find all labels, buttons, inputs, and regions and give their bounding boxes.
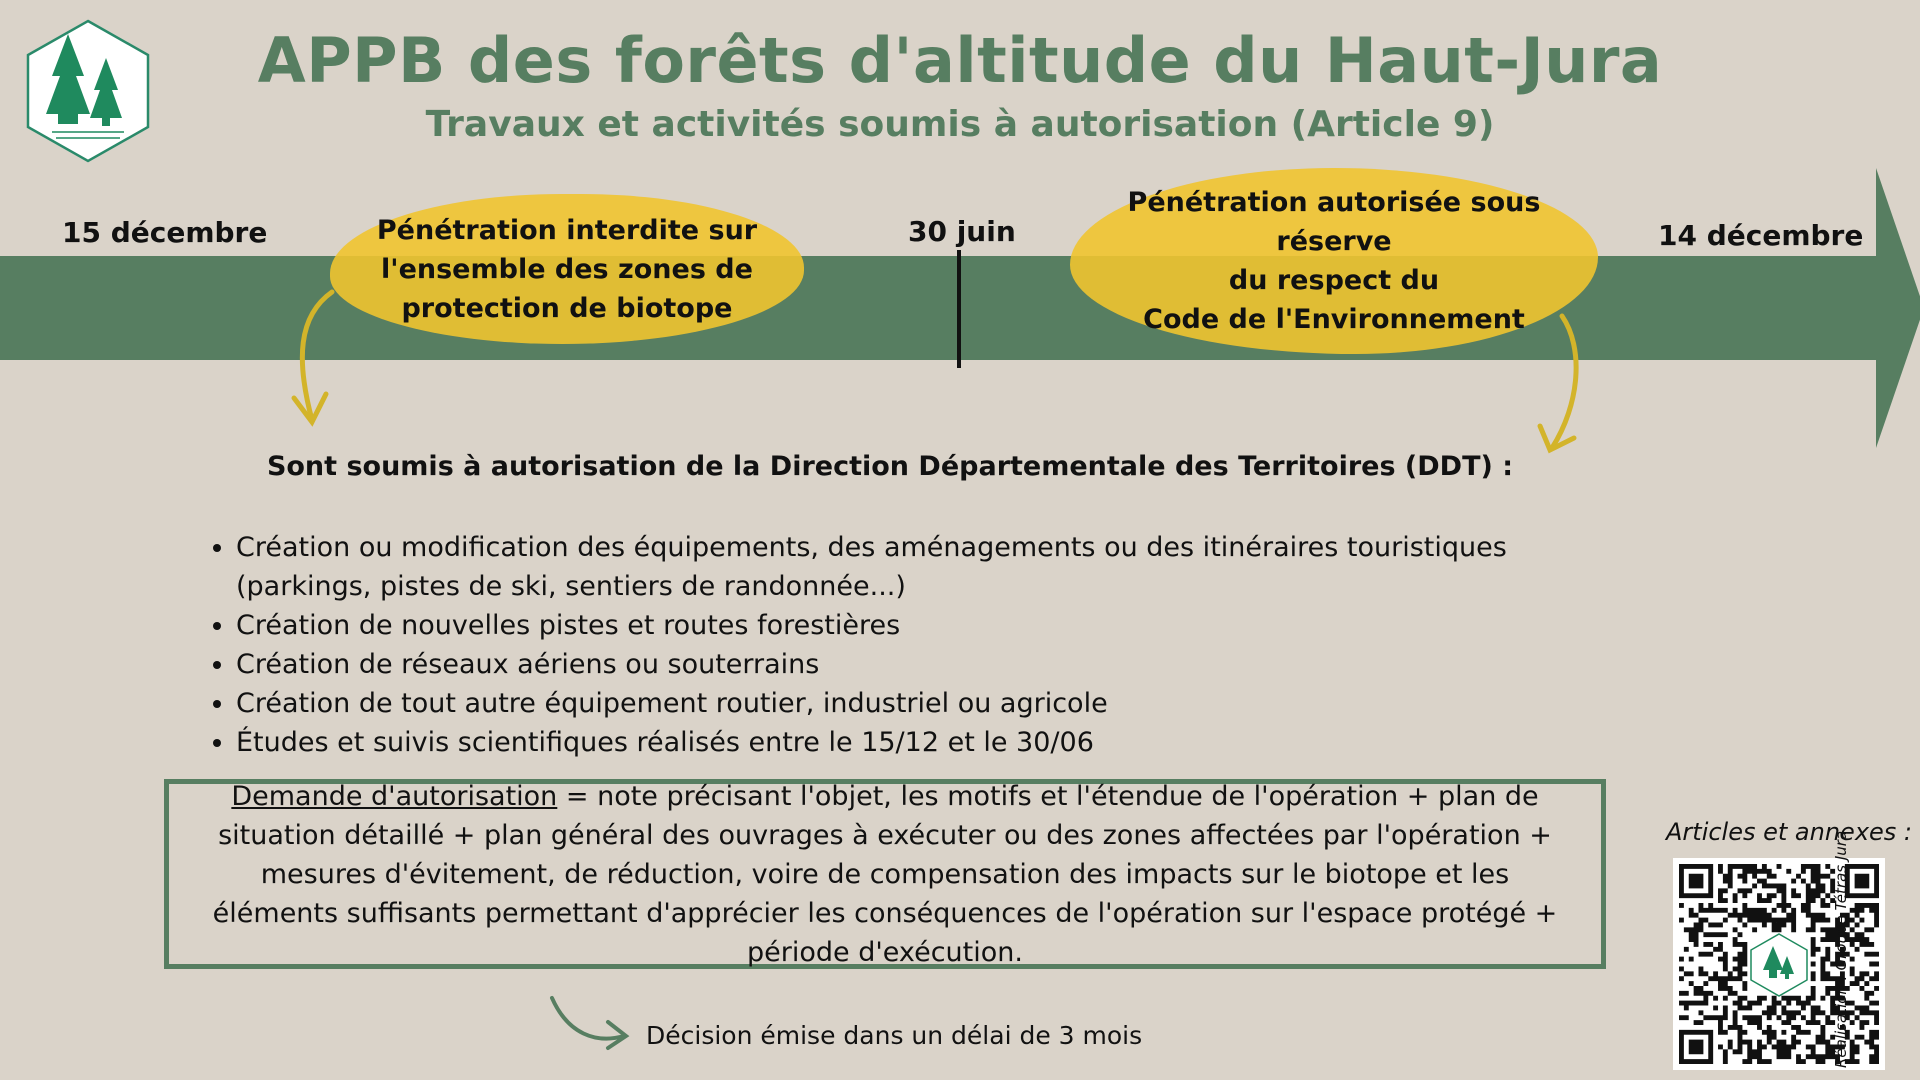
list-item: • Création de nouvelles pistes et routes forestières bbox=[236, 606, 1636, 645]
timeline-bar bbox=[0, 256, 1880, 360]
list-item: • Création de tout autre équipement routier, industriel ou agricole bbox=[236, 684, 1636, 723]
timeline-mid-date: 30 juin bbox=[908, 215, 1016, 248]
articles-label: Articles et annexes : bbox=[1666, 818, 1913, 846]
decision-arrow-icon bbox=[552, 998, 626, 1048]
page-subtitle: Travaux et activités soumis à autorisation (Article 9) bbox=[425, 104, 1495, 145]
list-item: • Création de réseaux aériens ou souterrains bbox=[236, 645, 1636, 684]
request-details: = note précisant l'objet, les motifs et l'étendue de l'opération + plan de situation détaillé + plan général des ouvrages à exécuter ou des zones affectées par l'opération + mesures d'évitement, de réduction, voire de compensation des impacts sur le biotope et les éléments suffisants permettant d'apprécier les conséquences de l'opération sur l'espace protégé + période d'exécution. bbox=[212, 780, 1558, 968]
timeline-arrowhead bbox=[1876, 168, 1920, 448]
timeline-end-date: 14 décembre bbox=[1658, 219, 1864, 252]
timeline-start-date: 15 décembre bbox=[62, 216, 268, 249]
request-description bbox=[209, 777, 1561, 972]
list-item: • Création ou modification des équipements, des aménagements ou des itinéraires touristiques (parkings, pistes de ski, sentiers de randonnée...) bbox=[236, 528, 1636, 606]
request-box bbox=[164, 779, 1606, 969]
request-label: Demande d'autorisation bbox=[231, 780, 558, 812]
page-title: APPB des forêts d'altitude du Haut-Jura bbox=[257, 24, 1663, 97]
list-item: • Études et suivis scientifiques réalisés entre le 15/12 et le 30/06 bbox=[236, 723, 1636, 762]
credit-text: Réalisation : Groupe Tétras Jura bbox=[1832, 830, 1850, 1068]
period-allowed-label: Pénétration autorisée sous réserve du respect du Code de l'Environnement bbox=[1070, 168, 1598, 354]
decision-text: Décision émise dans un délai de 3 mois bbox=[646, 1021, 1143, 1050]
authorization-list bbox=[204, 528, 1636, 762]
timeline-mid-marker bbox=[957, 250, 961, 368]
qr-code-icon[interactable] bbox=[1673, 858, 1885, 1070]
period-forbidden-label: Pénétration interdite sur l'ensemble des zones de protection de biotope bbox=[330, 194, 804, 344]
ddt-heading: Sont soumis à autorisation de la Direction Départementale des Territoires (DDT) : bbox=[266, 451, 1514, 482]
